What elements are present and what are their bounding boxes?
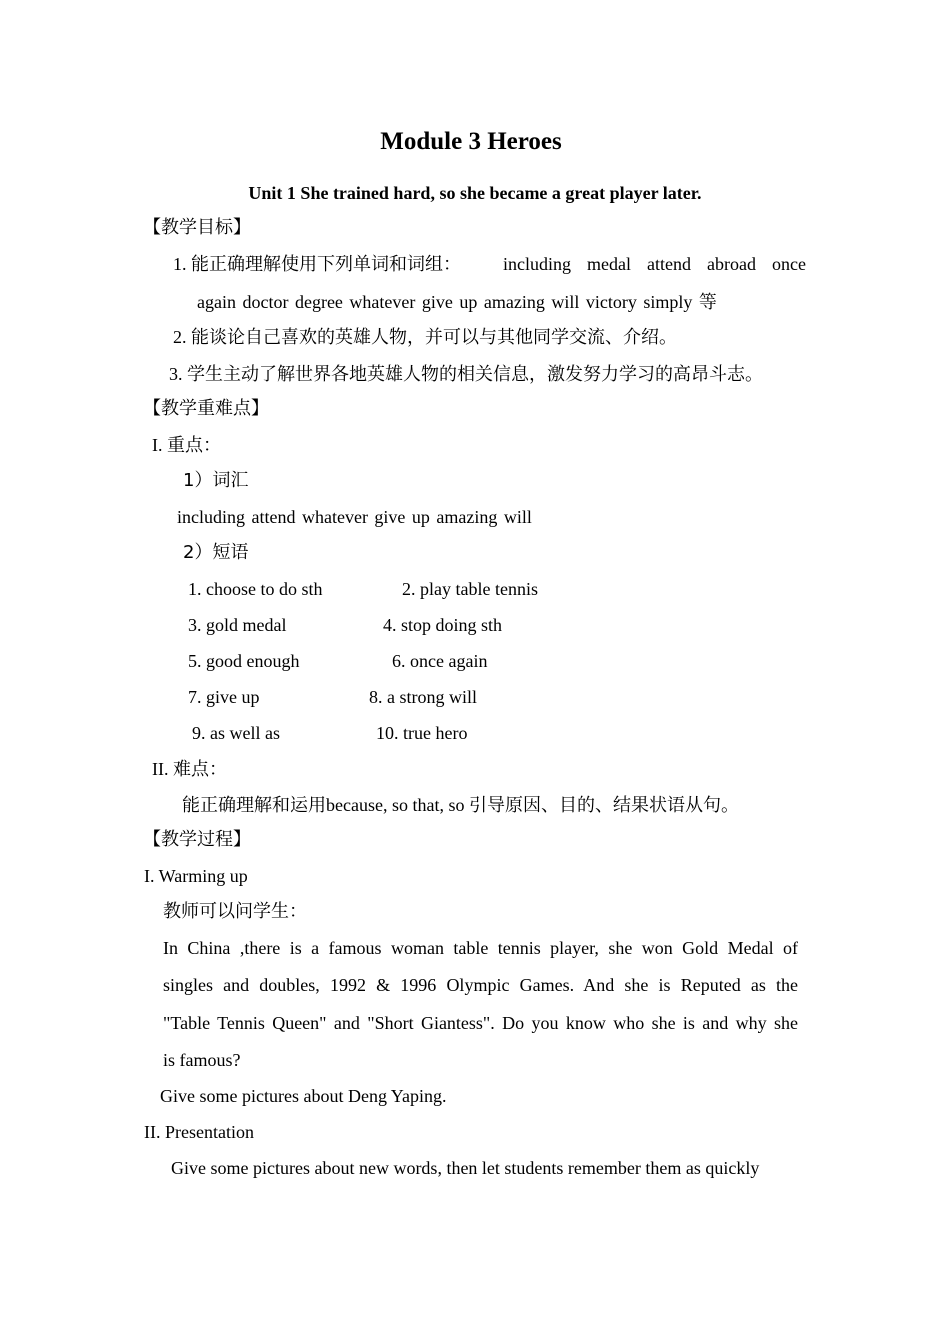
- phrase-10: 10. true hero: [376, 723, 468, 743]
- presentation-heading: II. Presentation: [144, 1122, 254, 1142]
- focus-label-row: [152, 434, 221, 457]
- phrases-label: 短语: [212, 542, 249, 563]
- difficulty-number: II.: [152, 759, 169, 779]
- phrase-1: 1. choose to do sth: [188, 579, 323, 599]
- objective-item-1: [173, 253, 461, 276]
- objective-item-1-number: 1.: [173, 254, 187, 274]
- key-points-heading: 【教学重难点】: [143, 398, 269, 419]
- difficulty-text-post: 引导原因、目的、结果状语从句。: [468, 795, 739, 816]
- objective-item-1-words-line1: including medal attend abroad once: [503, 254, 806, 274]
- objective-item-1-words: again doctor degree whatever give up amazing will victory simply: [197, 292, 693, 312]
- objective-item-1-text: 能正确理解使用下列单词和词组：: [191, 254, 461, 275]
- objective-item-1-end: 等: [698, 292, 717, 313]
- phrase-4: 4. stop doing sth: [383, 615, 503, 635]
- difficulty-text: [182, 794, 739, 817]
- objective-item-3: [169, 363, 763, 386]
- teacher-ask-label: 教师可以问学生：: [163, 901, 307, 922]
- focus-number: I.: [152, 435, 163, 455]
- objectives-heading: 【教学目标】: [143, 217, 251, 238]
- objective-item-3-text: 学生主动了解世界各地英雄人物的相关信息，激发努力学习的高昂斗志。: [187, 364, 763, 385]
- difficulty-label-row: [152, 758, 227, 781]
- paragraph-line-1: In China ,there is a famous woman table tennis player, she won Gold Medal of: [163, 938, 798, 958]
- vocab-label-row: [183, 470, 248, 492]
- objective-item-2: [173, 326, 677, 349]
- warming-up-heading: I. Warming up: [144, 866, 248, 886]
- pictures-line: Give some pictures about Deng Yaping.: [160, 1086, 447, 1106]
- objective-item-1-words-line2: [197, 291, 717, 314]
- objective-item-2-number: 2.: [173, 327, 187, 347]
- paragraph-line-4: is famous?: [163, 1050, 241, 1070]
- paragraph-line-3: "Table Tennis Queen" and "Short Giantess". Do you know who she is and why she: [163, 1013, 798, 1033]
- objective-item-2-text: 能谈论自己喜欢的英雄人物，并可以与其他同学交流、介绍。: [191, 327, 677, 348]
- phrase-7: 7. give up: [188, 687, 260, 707]
- phrases-label-row: [183, 542, 248, 564]
- objective-item-3-number: 3.: [169, 364, 183, 384]
- vocab-words: including attend whatever give up amazing will: [177, 507, 532, 527]
- presentation-text: Give some pictures about new words, then let students remember them as quickly: [171, 1158, 760, 1178]
- focus-label: 重点：: [167, 435, 221, 456]
- phrase-9: 9. as well as: [192, 723, 280, 743]
- process-heading: 【教学过程】: [143, 829, 251, 850]
- phrase-3: 3. gold medal: [188, 615, 287, 635]
- difficulty-text-pre: 能正确理解和运用: [182, 795, 326, 816]
- page-title: Module 3 Heroes: [380, 128, 562, 155]
- difficulty-text-en: because, so that, so: [326, 795, 465, 815]
- phrase-6: 6. once again: [392, 651, 488, 671]
- phrases-number: 2）: [183, 542, 213, 563]
- vocab-number: 1）: [183, 470, 213, 491]
- phrase-5: 5. good enough: [188, 651, 300, 671]
- paragraph-line-2: singles and doubles, 1992 & 1996 Olympic Games. And she is Reputed as the: [163, 975, 798, 995]
- phrase-8: 8. a strong will: [369, 687, 477, 707]
- page-subtitle: Unit 1 She trained hard, so she became a great player later.: [248, 183, 702, 203]
- vocab-label: 词汇: [212, 470, 249, 491]
- difficulty-label: 难点：: [173, 759, 227, 780]
- phrase-2: 2. play table tennis: [402, 579, 538, 599]
